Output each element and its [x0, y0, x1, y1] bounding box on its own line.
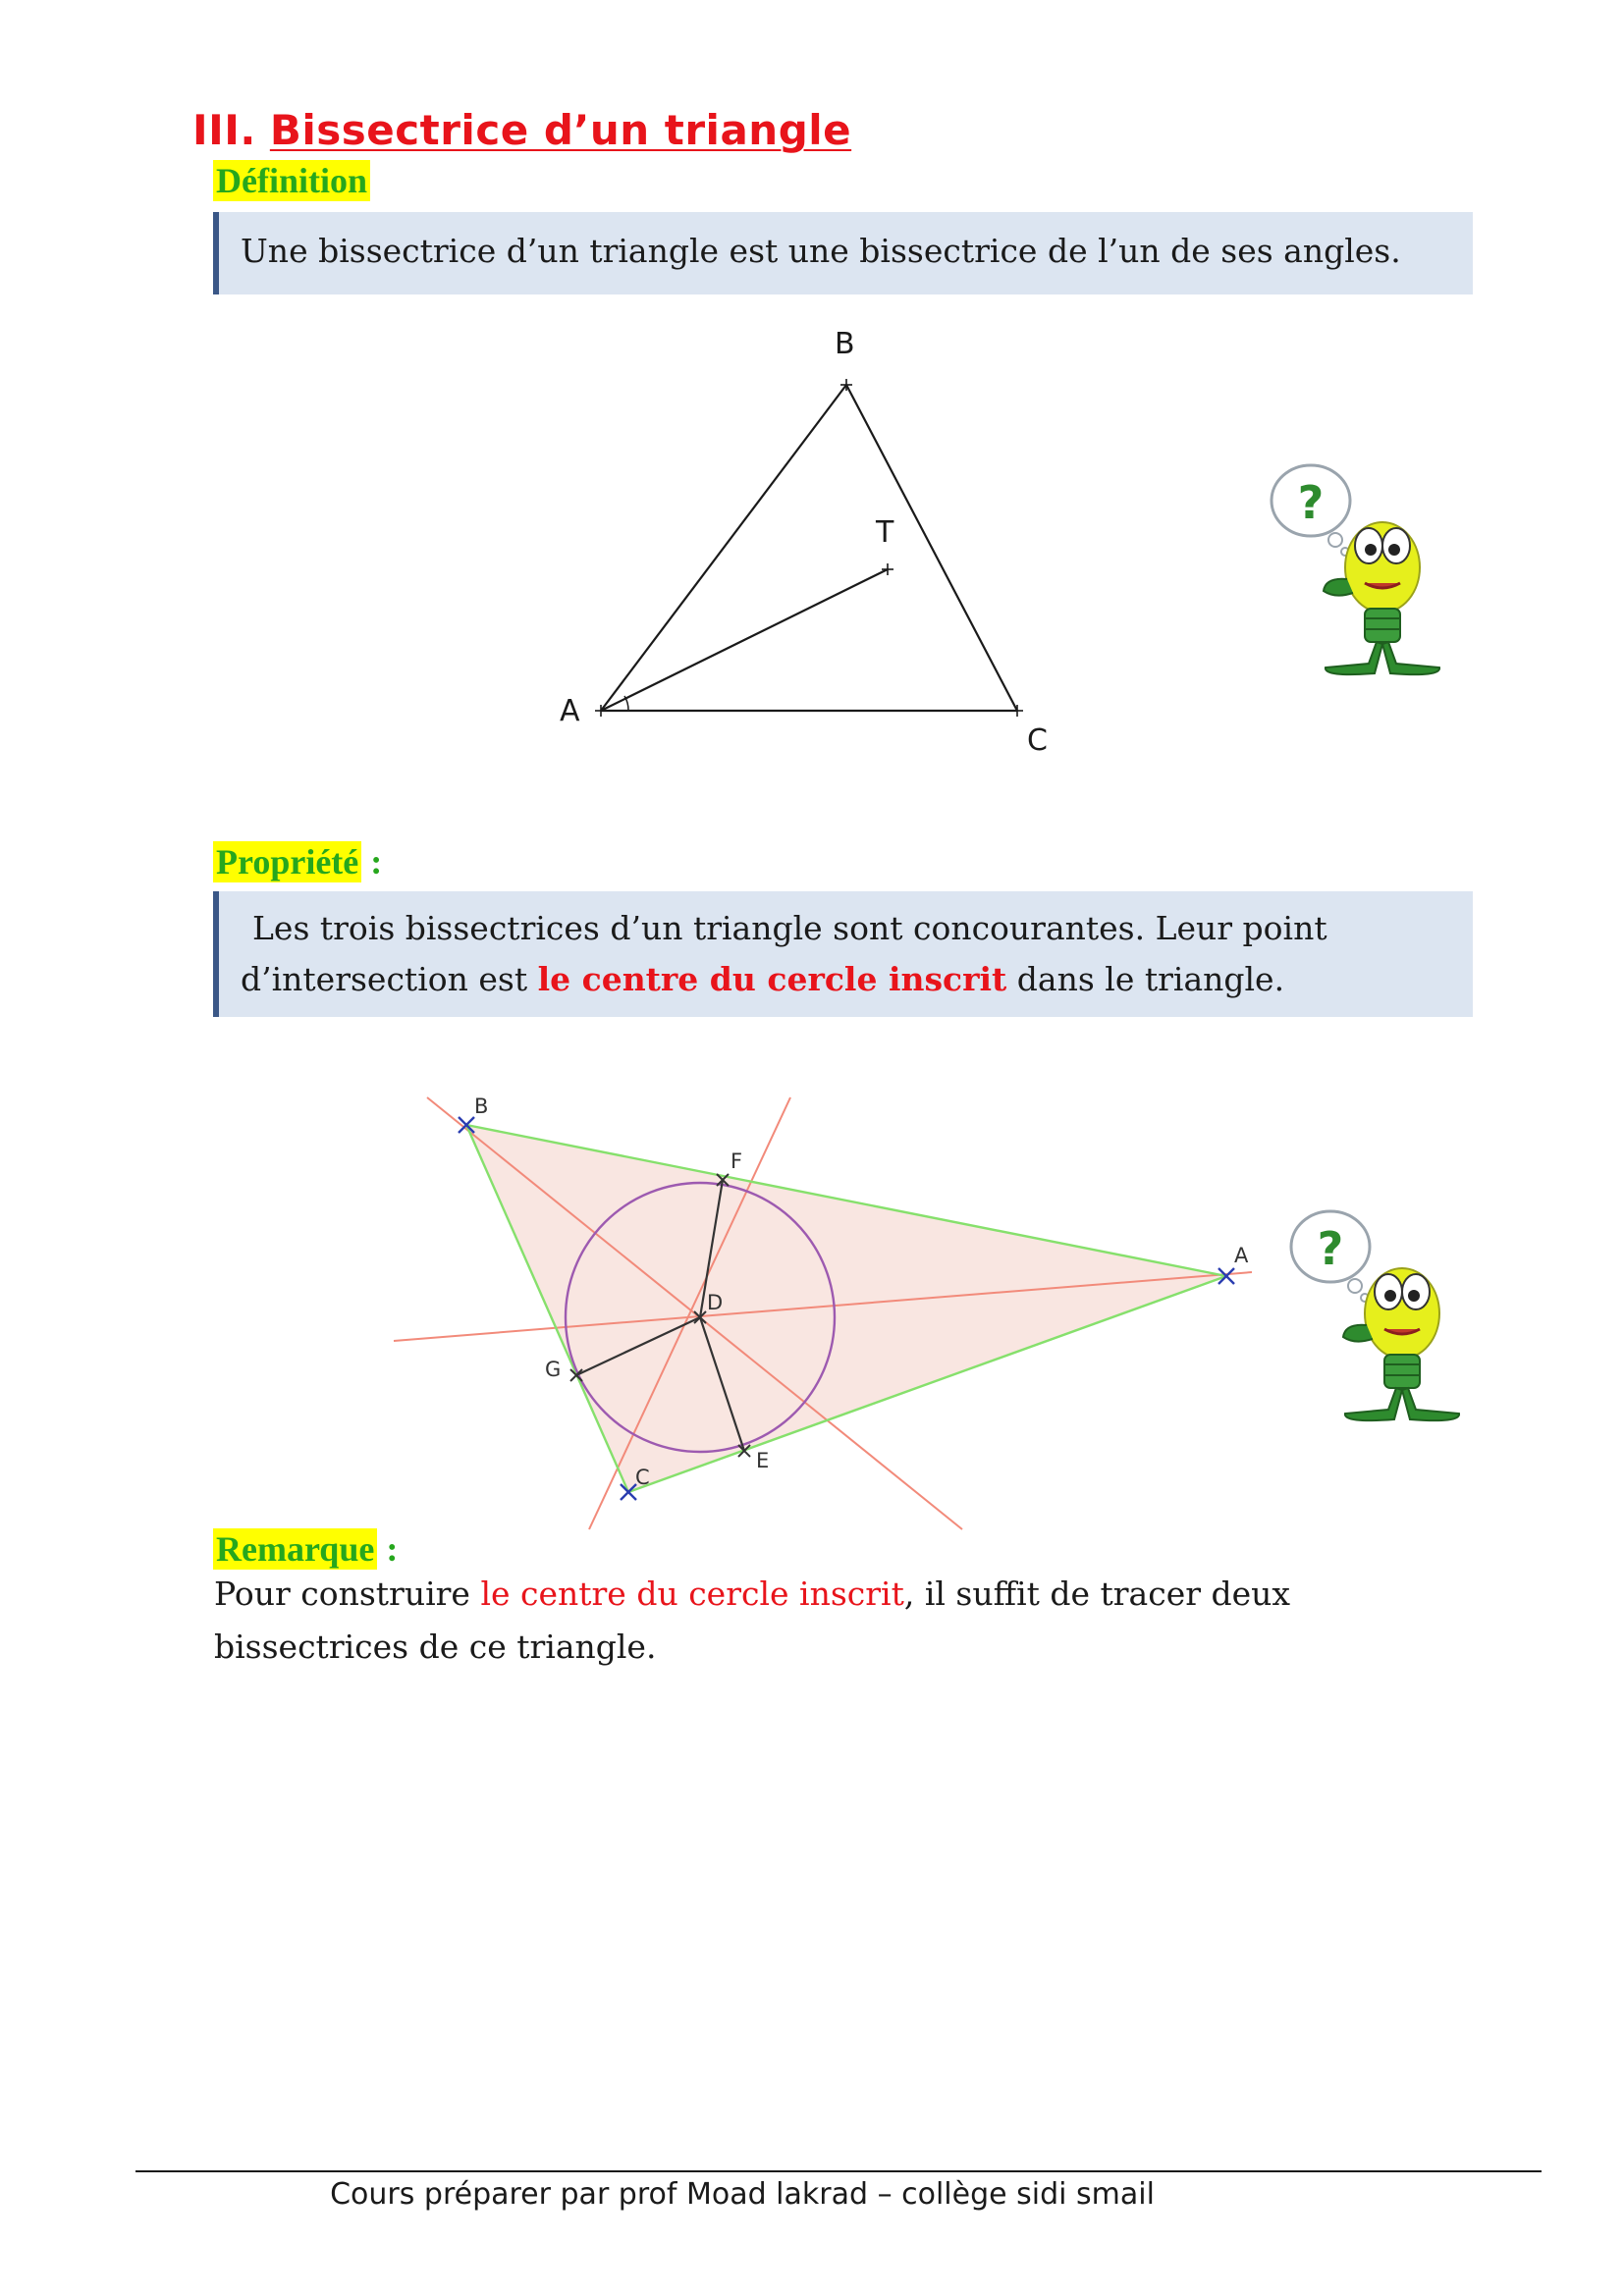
fig2-point-b-label: B: [474, 1095, 489, 1118]
definition-box: [213, 212, 1473, 294]
question-mark-glyph-2: ?: [1317, 1222, 1344, 1275]
section-title: [192, 106, 851, 154]
fig2-point-d-label: D: [707, 1291, 724, 1314]
definition-label-text: Définition: [213, 160, 370, 201]
thinking-mascot-icon-2: [1286, 1207, 1473, 1428]
side-bc: [846, 385, 1017, 711]
bisector-at: [601, 569, 888, 711]
property-highlight: le centre du cercle inscrit: [537, 960, 1007, 998]
property-box: [213, 891, 1473, 1017]
page-footer: Cours préparer par prof Moad lakrad – collège sidi smail: [330, 2177, 1155, 2212]
point-t-label: T: [876, 515, 894, 550]
section-title-text: Bissectrice d’un triangle: [269, 106, 852, 154]
question-mark-glyph: ?: [1297, 476, 1325, 529]
property-line-2: d’intersection est le centre du cercle inscrit dans le triangle.: [241, 960, 1285, 998]
point-b-label: B: [835, 327, 855, 361]
point-a-label: A: [560, 694, 580, 728]
property-line-1: Les trois bissectrices d’un triangle sont concourantes. Leur point: [252, 909, 1327, 947]
fig2-point-e-label: E: [756, 1449, 770, 1472]
remark-label-text: Remarque: [213, 1528, 377, 1570]
fig2-point-f-label: F: [731, 1149, 743, 1173]
section-number: III.: [192, 106, 256, 154]
point-c-label: C: [1027, 723, 1048, 758]
side-ab: [601, 385, 846, 711]
incircle-figure: [388, 1090, 1272, 1541]
remark-text: Pour construire le centre du cercle inscrit, il suffit de tracer deux bissectrices de ce triangle.: [214, 1575, 1291, 1666]
property-label: Propriété :: [213, 841, 382, 882]
definition-label: [213, 160, 370, 201]
remark-highlight: le centre du cercle inscrit: [480, 1575, 904, 1613]
definition-text: Une bissectrice d’un triangle est une bissectrice de l’un de ses angles.: [241, 232, 1401, 270]
triangle-bisector-figure: [530, 314, 1080, 775]
property-label-text: Propriété: [213, 841, 361, 882]
fig2-point-a-label: A: [1234, 1244, 1249, 1267]
thinking-mascot-icon: [1267, 461, 1453, 682]
fig2-point-c-label: C: [635, 1466, 650, 1489]
fig2-point-g-label: G: [545, 1358, 562, 1381]
footer-divider: [135, 2170, 1542, 2172]
remark-label: Remarque :: [213, 1528, 398, 1570]
